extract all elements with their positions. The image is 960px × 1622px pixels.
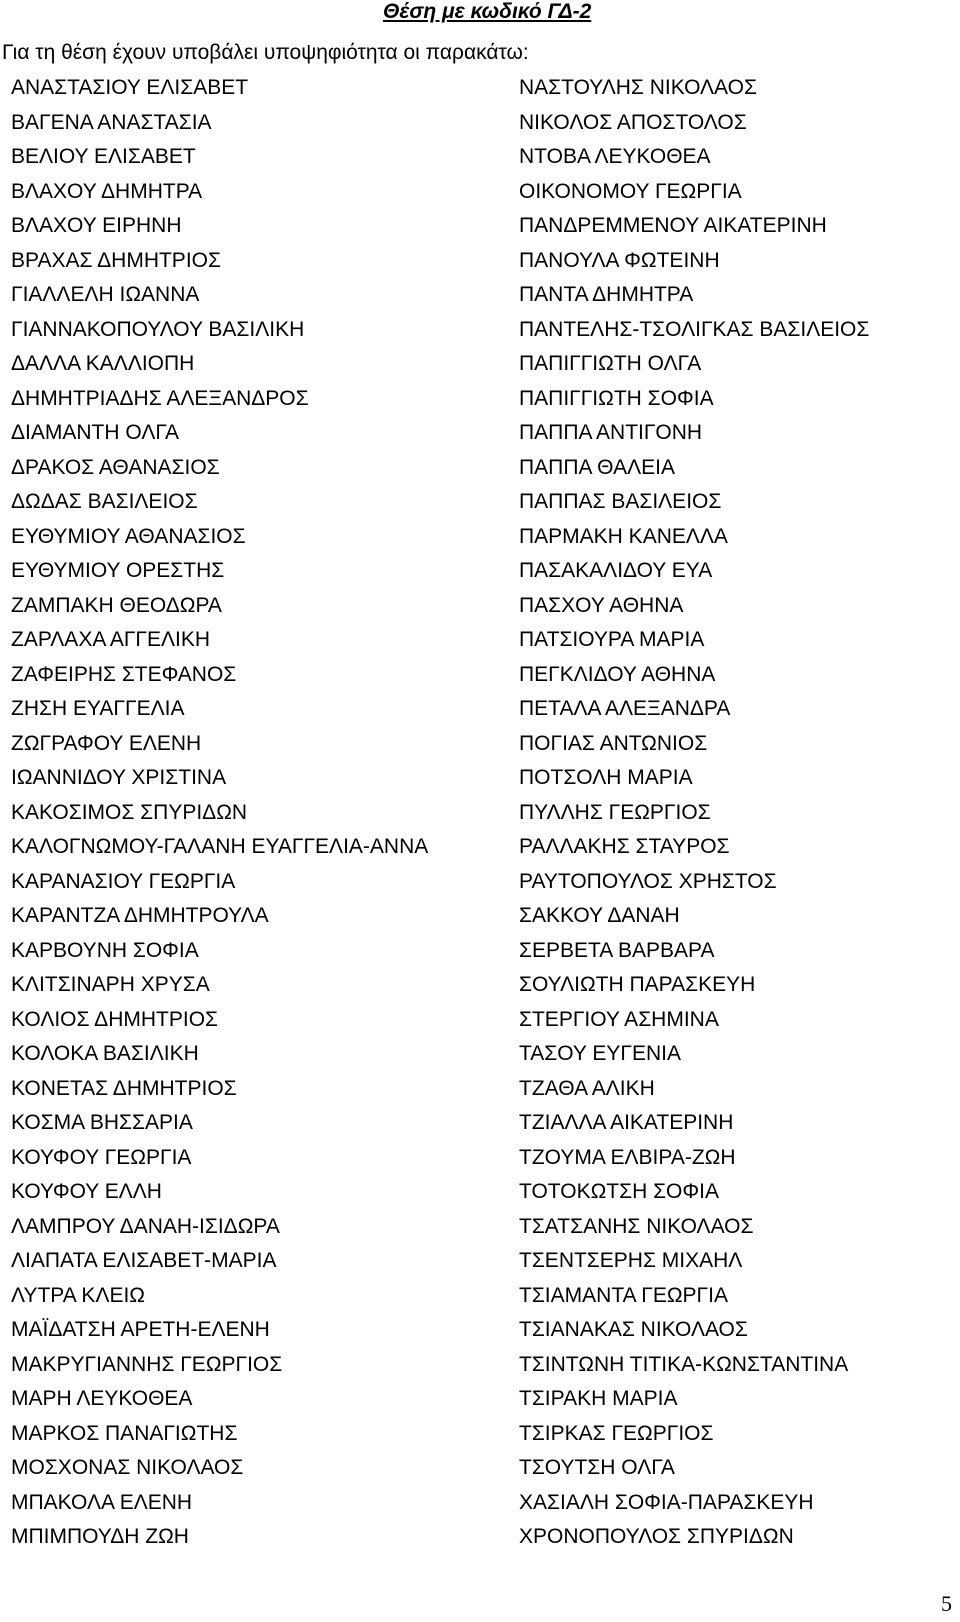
candidate-name: ΜΑΡΚΟΣ ΠΑΝΑΓΙΩΤΗΣ: [11, 1421, 238, 1445]
candidate-name: ΚΟΥΦΟΥ ΓΕΩΡΓΙΑ: [11, 1145, 192, 1169]
candidate-name: ΜΟΣΧΟΝΑΣ ΝΙΚΟΛΑΟΣ: [11, 1456, 244, 1479]
candidate-name: ΤΖΟΥΜΑ ΕΛΒΙΡΑ-ΖΩΗ: [519, 1145, 736, 1169]
candidate-name: ΠΑΣΑΚΑΛΙΔΟΥ ΕΥΑ: [519, 559, 713, 582]
candidate-name: ΜΑΡΗ ΛΕΥΚΟΘΕΑ: [11, 1387, 193, 1410]
candidate-name: ΛΙΑΠΑΤΑ ΕΛΙΣΑΒΕΤ-ΜΑΡΙΑ: [11, 1249, 277, 1272]
candidate-name: ΖΗΣΗ ΕΥΑΓΓΕΛΙΑ: [11, 697, 185, 720]
candidate-name: ΜΠΑΚΟΛΑ ΕΛΕΝΗ: [11, 1490, 193, 1514]
page-number: 5: [941, 1591, 952, 1616]
candidate-name: ΝΑΣΤΟΥΛΗΣ ΝΙΚΟΛΑΟΣ: [519, 76, 757, 99]
candidate-name: ΣΟΥΛΙΩΤΗ ΠΑΡΑΣΚΕΥΗ: [519, 973, 756, 996]
candidate-name: ΤΣΕΝΤΣΕΡΗΣ ΜΙΧΑΗΛ: [519, 1249, 743, 1272]
candidate-name: ΤΖΑΘΑ ΑΛΙΚΗ: [519, 1076, 655, 1100]
candidate-name: ΙΩΑΝΝΙΔΟΥ ΧΡΙΣΤΙΝΑ: [11, 766, 227, 789]
candidate-name: ΠΟΓΙΑΣ ΑΝΤΩΝΙΟΣ: [519, 731, 708, 755]
candidate-name: ΒΕΛΙΟΥ ΕΛΙΣΑΒΕΤ: [11, 145, 196, 168]
candidate-name: ΒΛΑΧΟΥ ΕΙΡΗΝΗ: [11, 214, 182, 237]
candidate-name: ΧΑΣΙΑΛΗ ΣΟΦΙΑ-ΠΑΡΑΣΚΕΥΗ: [519, 1490, 814, 1514]
candidate-name: ΚΑΡΒΟΥΝΗ ΣΟΦΙΑ: [11, 938, 199, 962]
candidate-name: ΜΑΚΡΥΓΙΑΝΝΗΣ ΓΕΩΡΓΙΟΣ: [11, 1352, 283, 1376]
candidate-name: ΡΑΛΛΑΚΗΣ ΣΤΑΥΡΟΣ: [519, 835, 730, 858]
candidate-name: ΒΛΑΧΟΥ ΔΗΜΗΤΡΑ: [11, 179, 203, 203]
candidate-name: ΓΙΑΛΛΕΛΗ ΙΩΑΝΝΑ: [11, 283, 200, 306]
candidate-name: ΠΑΠΙΓΓΙΩΤΗ ΟΛΓΑ: [519, 352, 702, 375]
candidate-name: ΠΑΠΠΑΣ ΒΑΣΙΛΕΙΟΣ: [519, 490, 722, 513]
candidate-name: ΠΑΝΤΕΛΗΣ-ΤΣΟΛΙΓΚΑΣ ΒΑΣΙΛΕΙΟΣ: [519, 317, 870, 341]
candidate-name: ΠΕΓΚΛΙΔΟΥ ΑΘΗΝΑ: [519, 662, 716, 686]
candidate-name: ΤΣΙΝΤΩΝΗ ΤΙΤΙΚΑ-ΚΩΝΣΤΑΝΤΙΝΑ: [519, 1352, 849, 1376]
candidate-name: ΤΣΙΑΝΑΚΑΣ ΝΙΚΟΛΑΟΣ: [519, 1318, 748, 1341]
candidate-name: ΑΝΑΣΤΑΣΙΟΥ ΕΛΙΣΑΒΕΤ: [11, 76, 249, 99]
candidate-name: ΤΣΙΡΚΑΣ ΓΕΩΡΓΙΟΣ: [519, 1421, 714, 1445]
candidate-name: ΠΑΣΧΟΥ ΑΘΗΝΑ: [519, 593, 684, 617]
candidate-name: ΔΩΔΑΣ ΒΑΣΙΛΕΙΟΣ: [11, 490, 198, 513]
candidate-name: ΖΑΡΛΑΧΑ ΑΓΓΕΛΙΚΗ: [11, 628, 211, 651]
candidate-name: ΔΙΑΜΑΝΤΗ ΟΛΓΑ: [11, 421, 179, 444]
candidate-name: ΣΤΕΡΓΙΟΥ ΑΣΗΜΙΝΑ: [519, 1007, 719, 1031]
candidate-name: ΠΑΠΠΑ ΑΝΤΙΓΟΝΗ: [519, 421, 703, 444]
candidate-name: ΠΑΤΣΙΟΥΡΑ ΜΑΡΙΑ: [519, 628, 705, 651]
candidate-name: ΕΥΘΥΜΙΟΥ ΑΘΑΝΑΣΙΟΣ: [11, 524, 246, 548]
candidate-name: ΕΥΘΥΜΙΟΥ ΟΡΕΣΤΗΣ: [11, 559, 225, 582]
candidate-name: ΤΣΙΑΜΑΝΤΑ ΓΕΩΡΓΙΑ: [519, 1283, 728, 1307]
candidate-name: ΠΥΛΛΗΣ ΓΕΩΡΓΙΟΣ: [519, 800, 711, 824]
candidate-name: ΠΑΠΙΓΓΙΩΤΗ ΣΟΦΙΑ: [519, 386, 714, 410]
candidate-name: ΝΤΟΒΑ ΛΕΥΚΟΘΕΑ: [519, 145, 711, 168]
candidate-name: ΤΖΙΑΛΛΑ ΑΙΚΑΤΕΡΙΝΗ: [519, 1111, 734, 1134]
candidate-name: ΤΟΤΟΚΩΤΣΗ ΣΟΦΙΑ: [519, 1180, 719, 1203]
candidate-name: ΚΟΛΟΚΑ ΒΑΣΙΛΙΚΗ: [11, 1042, 199, 1065]
candidate-name: ΠΑΝΤΑ ΔΗΜΗΤΡΑ: [519, 283, 694, 306]
candidate-name: ΣΕΡΒΕΤΑ ΒΑΡΒΑΡΑ: [519, 938, 715, 962]
candidate-name: ΔΑΛΛΑ ΚΑΛΛΙΟΠΗ: [11, 352, 195, 375]
candidate-name: ΚΑΡΑΝΤΖΑ ΔΗΜΗΤΡΟΥΛΑ: [11, 904, 269, 927]
intro-text: Για τη θέση έχουν υποβάλει υποψηφιότητα οι παρακάτω:: [2, 41, 529, 64]
candidate-name: ΖΩΓΡΑΦΟΥ ΕΛΕΝΗ: [11, 731, 202, 755]
candidate-name: ΡΑΥΤΟΠΟΥΛΟΣ ΧΡΗΣΤΟΣ: [519, 869, 777, 893]
candidate-name: ΠΑΝΔΡΕΜΜΕΝΟΥ ΑΙΚΑΤΕΡΙΝΗ: [519, 214, 827, 237]
candidate-name: ΒΡΑΧΑΣ ΔΗΜΗΤΡΙΟΣ: [11, 248, 221, 272]
candidate-name: ΤΣΙΡΑΚΗ ΜΑΡΙΑ: [519, 1387, 678, 1410]
candidate-name: ΖΑΜΠΑΚΗ ΘΕΟΔΩΡΑ: [11, 593, 222, 617]
candidate-name: ΠΑΠΠΑ ΘΑΛΕΙΑ: [519, 455, 676, 479]
candidate-name: ΚΟΣΜΑ ΒΗΣΣΑΡΙΑ: [11, 1111, 193, 1134]
candidate-name: ΔΗΜΗΤΡΙΑΔΗΣ ΑΛΕΞΑΝΔΡΟΣ: [11, 386, 309, 410]
candidate-name: ΚΑΡΑΝΑΣΙΟΥ ΓΕΩΡΓΙΑ: [11, 869, 236, 893]
candidate-name: ΚΟΝΕΤΑΣ ΔΗΜΗΤΡΙΟΣ: [11, 1076, 237, 1100]
candidates-right-column: [519, 71, 869, 1555]
candidate-name: ΠΑΡΜΑΚΗ ΚΑΝΕΛΛΑ: [519, 524, 728, 548]
candidate-name: ΠΕΤΑΛΑ ΑΛΕΞΑΝΔΡΑ: [519, 697, 731, 720]
candidate-name: ΤΣΑΤΣΑΝΗΣ ΝΙΚΟΛΑΟΣ: [519, 1214, 754, 1238]
candidate-name: ΛΑΜΠΡΟΥ ΔΑΝΑΗ-ΙΣΙΔΩΡΑ: [11, 1214, 280, 1238]
candidate-name: ΚΑΛΟΓΝΩΜΟΥ-ΓΑΛΑΝΗ ΕΥΑΓΓΕΛΙΑ-ΑΝΝΑ: [11, 835, 429, 858]
candidate-name: ΤΑΣΟΥ ΕΥΓΕΝΙΑ: [519, 1042, 681, 1065]
candidate-name: ΔΡΑΚΟΣ ΑΘΑΝΑΣΙΟΣ: [11, 455, 220, 479]
candidate-name: ΟΙΚΟΝΟΜΟΥ ΓΕΩΡΓΙΑ: [519, 179, 742, 203]
candidate-name: ΧΡΟΝΟΠΟΥΛΟΣ ΣΠΥΡΙΔΩΝ: [519, 1525, 794, 1548]
position-heading: Θέση με κωδικό ΓΔ-2: [383, 0, 592, 23]
candidate-name: ΖΑΦΕΙΡΗΣ ΣΤΕΦΑΝΟΣ: [11, 662, 237, 686]
candidate-name: ΚΑΚΟΣΙΜΟΣ ΣΠΥΡΙΔΩΝ: [11, 800, 248, 824]
candidate-name: ΠΑΝΟΥΛΑ ΦΩΤΕΙΝΗ: [519, 248, 720, 272]
candidate-name: ΓΙΑΝΝΑΚΟΠΟΥΛΟΥ ΒΑΣΙΛΙΚΗ: [11, 317, 305, 341]
candidate-name: ΠΟΤΣΟΛΗ ΜΑΡΙΑ: [519, 766, 693, 789]
candidate-name: ΜΑΪΔΑΤΣΗ ΑΡΕΤΗ-ΕΛΕΝΗ: [11, 1318, 270, 1341]
candidate-name: ΚΛΙΤΣΙΝΑΡΗ ΧΡΥΣΑ: [11, 973, 210, 996]
candidate-name: ΒΑΓΕΝΑ ΑΝΑΣΤΑΣΙΑ: [11, 110, 212, 134]
candidate-name: ΛΥΤΡΑ ΚΛΕΙΩ: [11, 1283, 146, 1307]
candidate-name: ΜΠΙΜΠΟΥΔΗ ΖΩΗ: [11, 1525, 189, 1548]
candidate-name: ΝΙΚΟΛΟΣ ΑΠΟΣΤΟΛΟΣ: [519, 110, 747, 134]
candidate-name: ΚΟΛΙΟΣ ΔΗΜΗΤΡΙΟΣ: [11, 1007, 219, 1031]
candidate-name: ΤΣΟΥΤΣΗ ΟΛΓΑ: [519, 1456, 675, 1479]
candidate-name: ΣΑΚΚΟΥ ΔΑΝΑΗ: [519, 904, 680, 927]
candidates-left-column: [11, 71, 428, 1555]
candidate-name: ΚΟΥΦΟΥ ΕΛΛΗ: [11, 1180, 162, 1203]
